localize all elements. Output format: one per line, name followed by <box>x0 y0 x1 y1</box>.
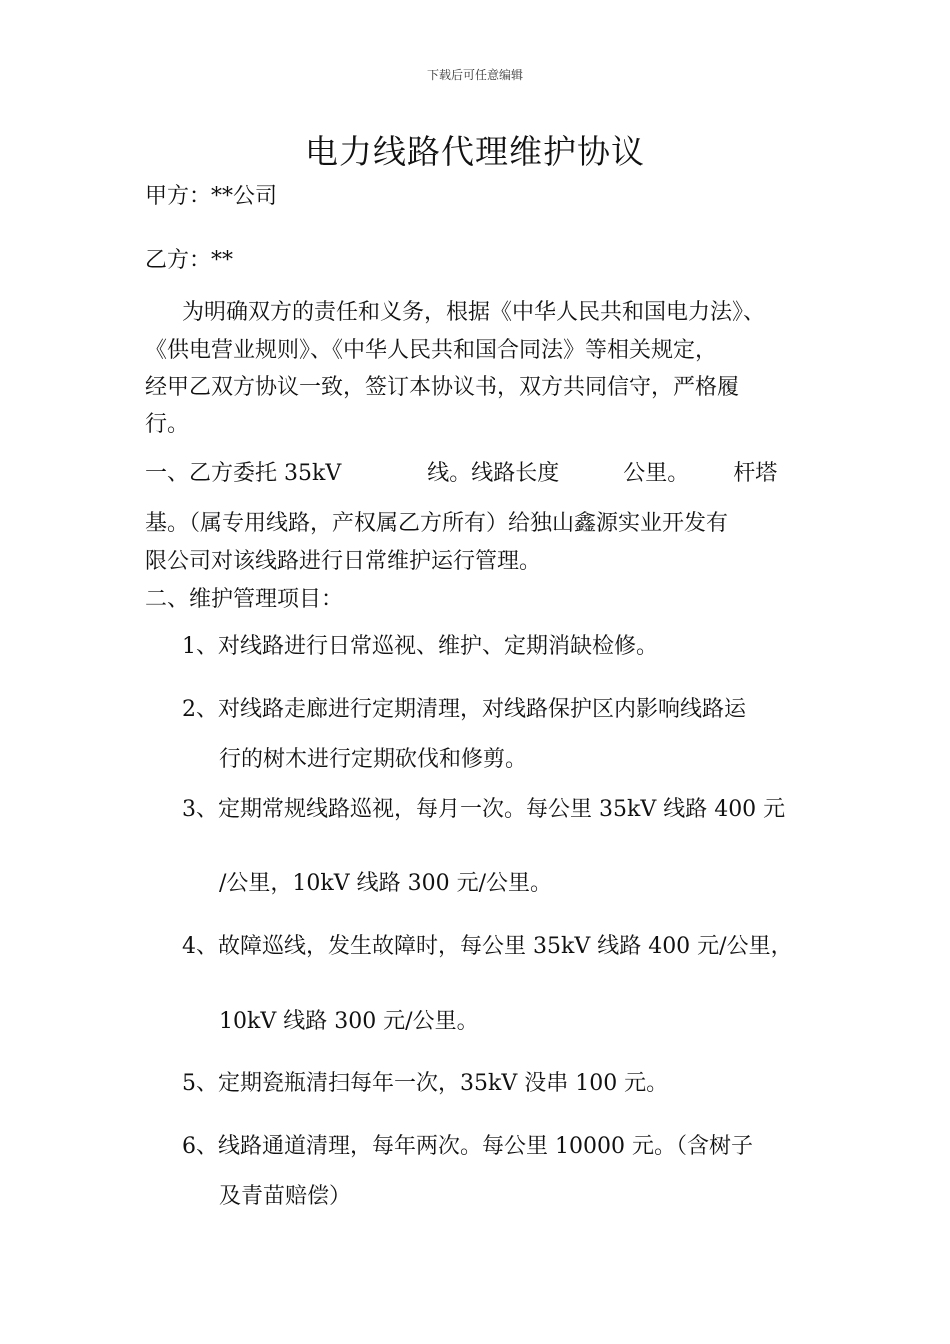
item-6-line: 6、线路通道清理，每年两次。每公里 10000 元。（含树子 <box>182 1134 753 1159</box>
clause-1-part: 杆塔 <box>733 461 778 486</box>
clause-1-line <box>145 463 777 485</box>
item-4-line: 4、故障巡线，发生故障时，每公里 35kV 线路 400 元/公里， <box>182 934 793 959</box>
clause-1-part: 公里。 <box>623 461 690 486</box>
clause-1-part: 一、乙方委托 35kV <box>145 461 342 486</box>
clause-2-heading: 二、维护管理项目： <box>145 587 344 612</box>
item-2-line: 行的树木进行定期砍伐和修剪。 <box>219 747 528 772</box>
party-a: 甲方：**公司 <box>145 184 278 209</box>
item-1-line: 1、对线路进行日常巡视、维护、定期消缺检修。 <box>182 634 658 659</box>
intro-line: 《供电营业规则》、《中华人民共和国合同法》等相关规定， <box>145 338 718 363</box>
item-2-line: 2、对线路走廊进行定期清理，对线路保护区内影响线路运 <box>182 697 746 722</box>
item-3-line: 3、定期常规线路巡视，每月一次。每公里 35kV 线路 400 元 <box>182 797 786 822</box>
intro-line: 经甲乙双方协议一致，签订本协议书，双方共同信守，严格履 <box>145 375 740 400</box>
document-title: 电力线路代理维护协议 <box>305 132 645 171</box>
item-3-line: /公里，10kV 线路 300 元/公里。 <box>219 871 553 896</box>
intro-line: 为明确双方的责任和义务，根据《中华人民共和国电力法》、 <box>182 300 766 325</box>
intro-line: 行。 <box>145 412 190 437</box>
item-5-line: 5、定期瓷瓶清扫每年一次，35kV 没串 100 元。 <box>182 1071 669 1096</box>
item-4-line: 10kV 线路 300 元/公里。 <box>219 1009 479 1034</box>
clause-1-part: 线。线路长度 <box>427 461 560 486</box>
clause-1-line: 基。（属专用线路，产权属乙方所有）给独山鑫源实业开发有 <box>145 511 729 536</box>
header-note: 下载后可任意编辑 <box>426 68 523 82</box>
item-6-line: 及青苗赔偿） <box>219 1184 352 1209</box>
party-b: 乙方：** <box>145 248 234 273</box>
clause-1-line: 限公司对该线路进行日常维护运行管理。 <box>145 549 542 574</box>
